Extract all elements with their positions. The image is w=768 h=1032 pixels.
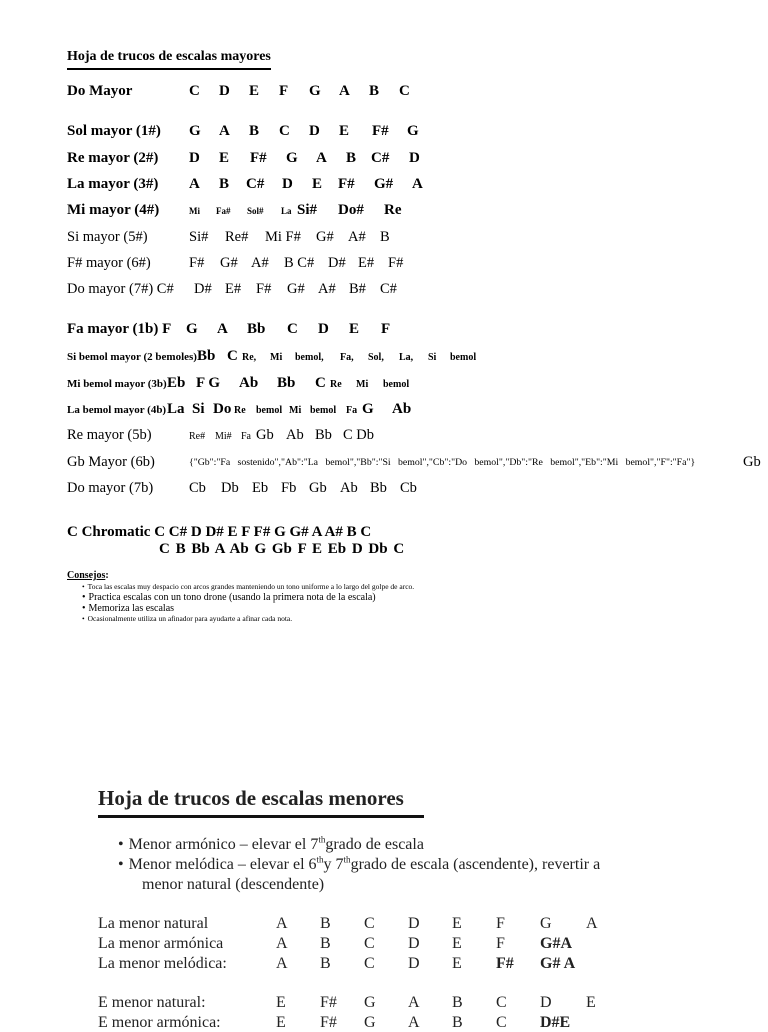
scale-label: Do mayor (7b) (67, 480, 154, 496)
scale-notes: G A Bb C D E F (186, 321, 391, 337)
tip-item: • Memoriza las escalas (82, 603, 414, 615)
scale-label: La bemol mayor (4b) (67, 404, 167, 416)
scale-label: Si mayor (5#) (67, 229, 148, 245)
tips-heading: Consejos: (67, 570, 109, 581)
scale-notes: Re# Mi# Fa Gb Ab Bb C Db (189, 427, 375, 443)
tip-item: • Practica escalas con un tono drone (usando la primera nota de la escala) (82, 592, 414, 604)
scale-label: Re mayor (2#) (67, 150, 159, 166)
scale-notes: Mi Fa# Sol# La Si# Do# Re (189, 202, 402, 218)
minor-bullet-harmonic: • Menor armónico – elevar el 7thgrado de escala (118, 836, 424, 854)
scale-notes: D# E# F# G# A# B# C# (194, 281, 397, 297)
scale-label: F# mayor (6#) (67, 255, 151, 271)
tip-item: • Toca las escalas muy despacio con arcos grandes manteniendo un tono uniforme a lo largo del golpe de arco. (82, 583, 414, 592)
scale-label: Re mayor (5b) (67, 427, 152, 443)
minor-bullet-melodic-cont: menor natural (descendente) (142, 876, 325, 893)
scale-label: Si bemol mayor (2 bemoles) (67, 351, 197, 363)
scale-notes: F# G# A# B C# D# E# F# (189, 255, 404, 271)
chromatic-descending: C B Bb A Ab G Gb F E Eb D Db C (159, 541, 405, 557)
scale-label: Gb Mayor (6b) (67, 454, 155, 470)
scale-label: La mayor (3#) (67, 176, 159, 192)
scale-label: Do mayor (7#) C# (67, 281, 174, 297)
tip-item: • Ocasionalmente utiliza un afinador para ayudarte a afinar cada nota. (82, 615, 414, 624)
scale-notes: C D E F G A B C (189, 83, 410, 99)
tips-list (82, 583, 414, 623)
scale-notes: Eb F G Ab Bb C Re Mi bemol (167, 375, 410, 391)
scale-label: Mi mayor (4#) (67, 202, 160, 218)
chromatic-ascending: C Chromatic C C# D D# E F F# G G# A A# B C (67, 524, 372, 540)
scale-label: Mi bemol mayor (3b) (67, 378, 167, 390)
scale-notes: D E F# G A B C# D (189, 150, 420, 166)
major-sheet-title: Hoja de trucos de escalas mayores (67, 49, 271, 64)
minor-sheet-title: Hoja de trucos de escalas menores (98, 786, 404, 810)
scale-label: Fa mayor (1b) F (67, 321, 172, 337)
scale-label: Sol mayor (1#) (67, 123, 161, 139)
major-title-underline (67, 68, 271, 70)
minor-bullet-melodic: • Menor melódica – elevar el 6thy 7thgrado de escala (ascendente), revertir a (118, 856, 600, 874)
scale-notes: Bb C Re, Mi bemol, Fa, Sol, La, Si bemol (197, 348, 477, 364)
scale-notes: A B C# D E F# G# A (189, 176, 423, 192)
scale-notes: Cb Db Eb Fb Gb Ab Bb Cb (189, 480, 417, 496)
scale-notes: La Si Do Re bemol Mi bemol Fa G Ab (167, 401, 412, 417)
scale-notes: Si# Re# Mi F# G# A# B (189, 229, 390, 245)
gb-mayor-json-text: {"Gb":"Fa sostenido","Ab":"La bemol","Bb":"Si bemol","Cb":"Do bemol","Db":"Re bemol","Eb":"Mi bemol","F":"Fa"} (189, 457, 696, 468)
scale-label: Do Mayor (67, 83, 133, 99)
minor-title-underline (98, 815, 424, 818)
scale-notes: G A B C D E F# G (189, 123, 419, 139)
scale-notes: {"Gb":"Fa sostenido","Ab":"La bemol","Bb":"Si bemol","Cb":"Do bemol","Db":"Re bemol","Eb":"Mi bemol","F":"Fa"} Gb (189, 454, 761, 470)
